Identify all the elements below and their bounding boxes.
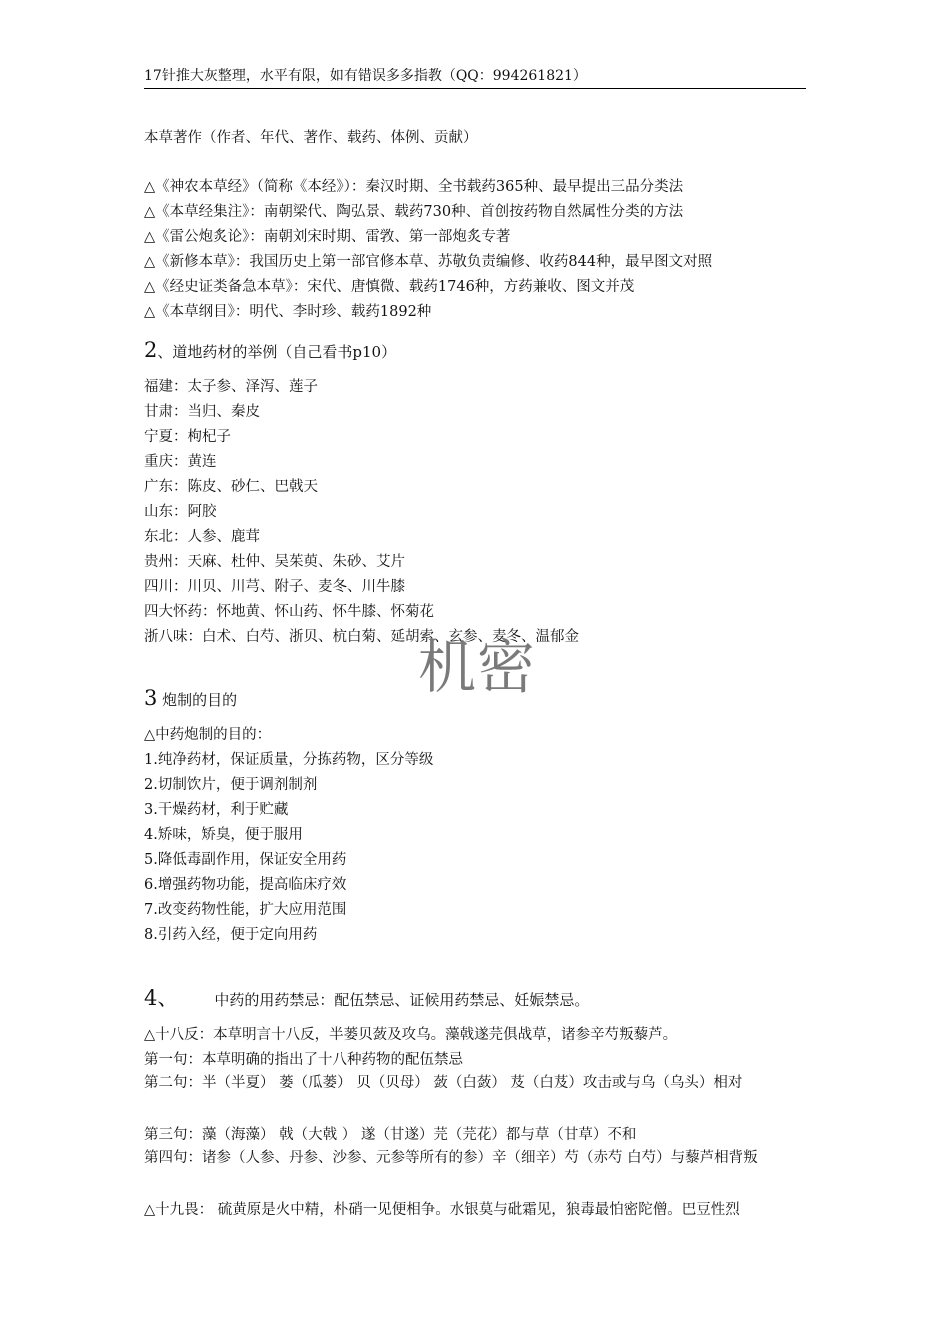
list-item: 4.矫味，矫臭，便于服用 xyxy=(144,827,303,843)
list-item: 6.增强药物功能，提高临床疗效 xyxy=(144,877,347,893)
list-item: 第三句：藻（海藻） 戟（大戟 ） 遂（甘遂）芫（芫花）都与草（甘草）不和 xyxy=(144,1127,637,1143)
list-item: △《雷公炮炙论》：南朝刘宋时期、雷敩、第一部炮炙专著 xyxy=(144,229,511,245)
list-item: 四大怀药：怀地黄、怀山药、怀牛膝、怀菊花 xyxy=(144,604,434,620)
list-item: △十八反：本草明言十八反，半蒌贝蔹及攻乌。藻戟遂芫俱战草，诸参辛芍叛藜芦。 xyxy=(144,1027,678,1043)
list-item: 四川：川贝、川芎、附子、麦冬、川牛膝 xyxy=(144,579,405,595)
list-item: 广东：陈皮、砂仁、巴戟天 xyxy=(144,479,318,495)
list-item: △《新修本草》：我国历史上第一部官修本草、苏敬负责编修、收药844种，最早图文对照 xyxy=(144,254,713,270)
list-item: 福建：太子参、泽泻、莲子 xyxy=(144,379,318,395)
list-item: 第四句：诸参（人参、丹参、沙参、元参等所有的参）辛（细辛）芍（赤芍 白芍）与藜芦相背叛 xyxy=(144,1150,758,1166)
list-item: △中药炮制的目的： xyxy=(144,727,272,743)
list-item: 甘肃：当归、秦皮 xyxy=(144,404,260,420)
list-item: 第二句：半（半夏） 蒌（瓜蒌） 贝（贝母） 蔹（白蔹） 芨（白芨）攻击或与乌（乌头）相对 xyxy=(144,1075,743,1091)
list-item: △《本草纲目》：明代、李时珍、载药1892种 xyxy=(144,304,432,320)
list-item: 宁夏：枸杞子 xyxy=(144,429,231,445)
list-item: 8.引药入经，便于定向用药 xyxy=(144,927,318,943)
list-item: △《神农本草经》（简称《本经》）：秦汉时期、全书载药365种、最早提出三品分类法 xyxy=(144,179,684,195)
section-heading-2 xyxy=(144,340,809,362)
list-item: 东北：人参、鹿茸 xyxy=(144,529,260,545)
page-header: 17针推大灰整理，水平有限，如有错误多多指教（QQ：994261821） xyxy=(144,66,806,89)
list-item: 重庆：黄连 xyxy=(144,454,217,470)
list-item: 3.干燥药材，利于贮藏 xyxy=(144,802,289,818)
list-item: △十九畏： 硫黄原是火中精，朴硝一见便相争。水银莫与砒霜见，狼毒最怕密陀僧。巴豆性烈 xyxy=(144,1202,740,1218)
section-heading-text: 中药的用药禁忌：配伍禁忌、证候用药禁忌、妊娠禁忌。 xyxy=(214,991,590,1009)
list-item: 贵州：天麻、杜仲、吴茱萸、朱砂、艾片 xyxy=(144,554,405,570)
section-heading-4 xyxy=(144,988,809,1010)
list-item: △《本草经集注》：南朝梁代、陶弘景、载药730种、首创按药物自然属性分类的方法 xyxy=(144,204,684,220)
section-number: 2 xyxy=(144,338,158,362)
section-heading-text: 、道地药材的举例（自己看书p10） xyxy=(157,343,397,361)
section-heading-text: 炮制的目的 xyxy=(162,691,238,709)
section-title-bencao: 本草著作（作者、年代、著作、载药、体例、贡献） xyxy=(144,130,478,146)
list-item: 5.降低毒副作用，保证安全用药 xyxy=(144,852,347,868)
section-number: 4、 xyxy=(144,986,179,1010)
list-item: 第一句：本草明确的指出了十八种药物的配伍禁忌 xyxy=(144,1052,463,1068)
list-item: 浙八味：白术、白芍、浙贝、杭白菊、延胡索、玄参、麦冬、温郁金 xyxy=(144,629,579,645)
watermark-text: 机密 xyxy=(418,633,537,701)
list-item: 7.改变药物性能，扩大应用范围 xyxy=(144,902,347,918)
list-item: △《经史证类备急本草》：宋代、唐慎微、载药1746种，方药兼收、图文并茂 xyxy=(144,279,635,295)
list-item: 1.纯净药材，保证质量，分拣药物，区分等级 xyxy=(144,752,434,768)
section-heading-3 xyxy=(144,688,809,710)
list-item: 2.切制饮片，便于调剂制剂 xyxy=(144,777,318,793)
list-item: 山东：阿胶 xyxy=(144,504,217,520)
section-number: 3 xyxy=(144,686,158,710)
